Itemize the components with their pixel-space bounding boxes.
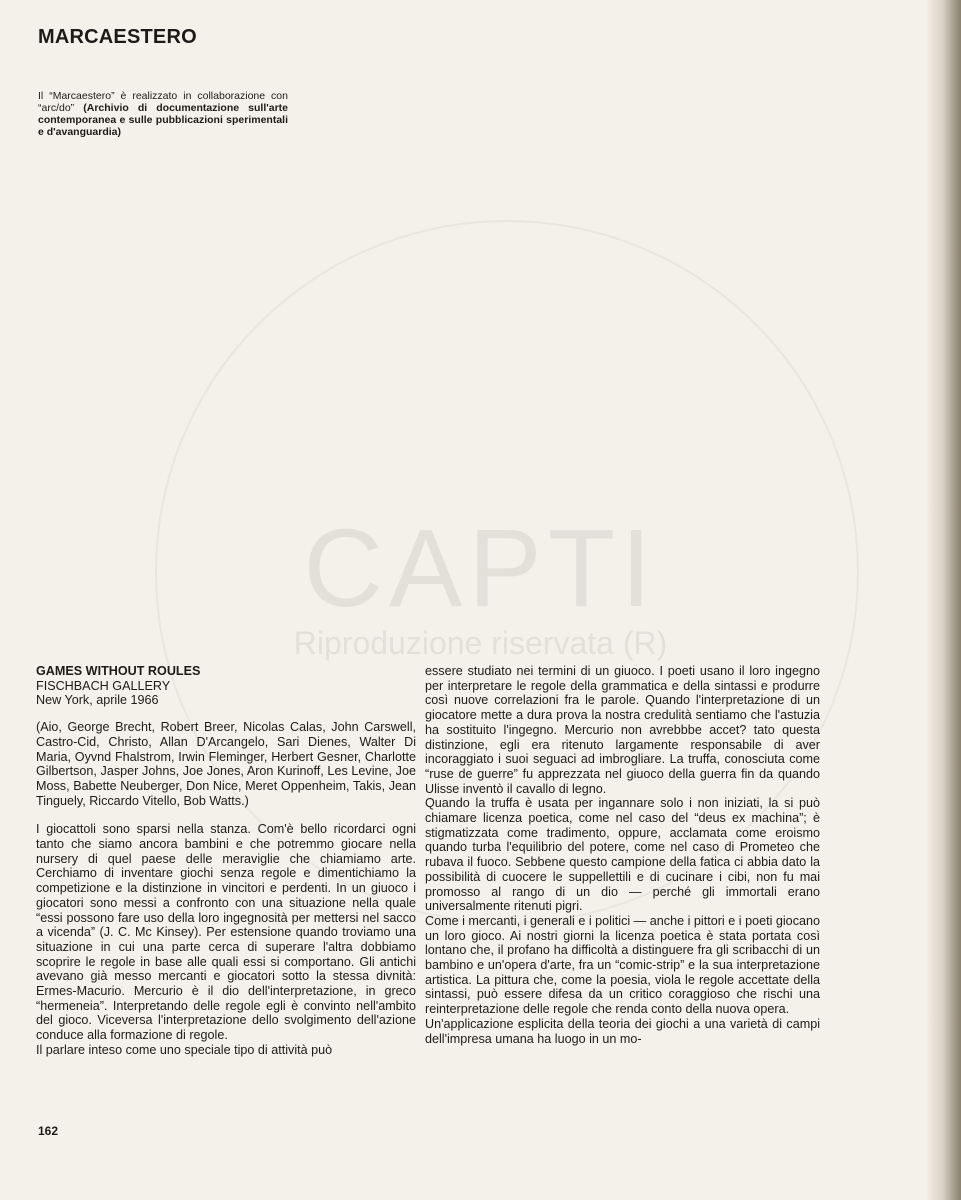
body-paragraph: Il parlare inteso come uno speciale tipo di attività può <box>36 1042 333 1057</box>
collaboration-note-bold: (Archivio di documentazione sull'arte contemporanea e sulle pubblicazioni sperimentali e d'avanguardia) <box>38 102 289 138</box>
body-paragraph: Quando la truffa è usata per ingannare solo i non iniziati, la si può chiamare licenza poetica, come nel caso del “deus ex machina”; è stigmatizzata come tradimento, oppure, acclamata come eroismo quando turba l'equilibrio del potere, come nel caso di Prometeo che rubava il fuoco. Sebbene questo campione della fatica ci abbia dato la possibilità di cuocere le suppellettili e di cucinare i cibi, non fu mai promosso al rango di un dio — perché gli immortali erano universalmente ritenuti pigri. <box>425 796 820 914</box>
exhibition-place-date: New York, aprile 1966 <box>36 693 159 708</box>
right-column <box>425 664 820 1046</box>
body-paragraph: I giocattoli sono sparsi nella stanza. Com'è bello ricordarci ogni tanto che siamo ancora bambini e che potremmo giocare nella nursery di quel paese delle meraviglie che chiamiamo arte. Cerchiamo di inventare giochi senza regole e dimentichiamo la competizione e la distinzione in vincitori e perdenti. In un giuoco i giocatori sono messi a confronto con una situazione nella quale “essi possono fare uso della loro ingegnosità per mettersi nel sacco a vicenda” (J. C. Mc Kinsey). Per estensione quando troviamo una situazione in cui una parte cerca di superare l'altra dobbiamo scoprire le regole in base alle quali essi si comportano. Gli antichi avevano già messo mercanti e giocatori sotto la stessa divnità: Ermes-Macurio. Mercurio è il dio dell'interpretazione, in greco “hermeneia”. Interpretando delle regole egli è convinto nell'ambito del gioco. Viceversa l'interpretazione dello svolgimento dell'azione conduce alla formazione di regole. <box>36 822 416 1043</box>
exhibition-title: GAMES WITHOUT ROULES <box>36 664 201 678</box>
exhibition-gallery: FISCHBACH GALLERY <box>36 678 171 693</box>
page-number: 162 <box>38 1124 59 1138</box>
section-title: MARCAESTERO <box>38 26 197 48</box>
collaboration-note-plain: Il “Marcaestero” è realizzato in collaborazione con “arc/do” <box>38 90 288 114</box>
body-paragraph: Come i mercanti, i generali e i politici — anche i pittori e i poeti giocano un loro gioco. Ai nostri giorni la licenza poetica è stata portata così lontano che, il profano ha difficoltà a distinguere fra gli scribacchi di un bambino e un'opera d'arte, fra un “comic-strip” e la sua interpretazione artistica. La pittura che, come la poesia, viola le regole accettate della sintassi, può essere difesa da un critico coraggioso che rischi una reinterpretazione delle regole che renda conto della nuova opera. <box>425 913 820 1017</box>
left-column <box>36 664 416 1058</box>
watermark-subtitle: Riproduzione riservata (R) <box>293 625 668 661</box>
body-paragraph: essere studiato nei termini di un giuoco. I poeti usano il loro ingegno per interpretare le regole della grammatica e della sintassi e produrre così nuove correlazioni fra le parole. Quando l'interpretazione di un giocatore mette a dura prova la nostra credulità sentiamo che l'astuzia ha sostituito l'ingegno. Mercurio non avrebbbe accet? tato questa distinzione, egli era ritenuto largamente responsabile di aver incoraggiato i suoi seguaci ad imbrogliare. La truffa, conosciuta come “ruse de guerre” fu apprezzata nel giuoco della guerra fin da quando Ulisse inventò il cavallo di legno. <box>425 664 820 796</box>
collaboration-note <box>38 90 288 138</box>
watermark-title: CAPTI <box>303 507 658 630</box>
body-paragraph: Un'applicazione esplicita della teoria dei giochi a una varietà di campi dell'impresa umana ha luogo in un mo- <box>425 1016 820 1046</box>
artist-list: (Aio, George Brecht, Robert Breer, Nicolas Calas, John Carswell, Castro-Cid, Christo, Allan D'Arcangelo, Sari Dienes, Walter Di Maria, Oyvnd Fhalstrom, Irwin Fleminger, Herbert Gesner, Charlotte Gilbertson, Jasper Johns, Joe Jones, Aron Kurinoff, Les Levine, Joe Moss, Babette Neuberger, Don Nice, Meret Oppenheim, Takis, Jean Tinguely, Riccardo Vitello, Bob Watts.) <box>36 720 416 808</box>
